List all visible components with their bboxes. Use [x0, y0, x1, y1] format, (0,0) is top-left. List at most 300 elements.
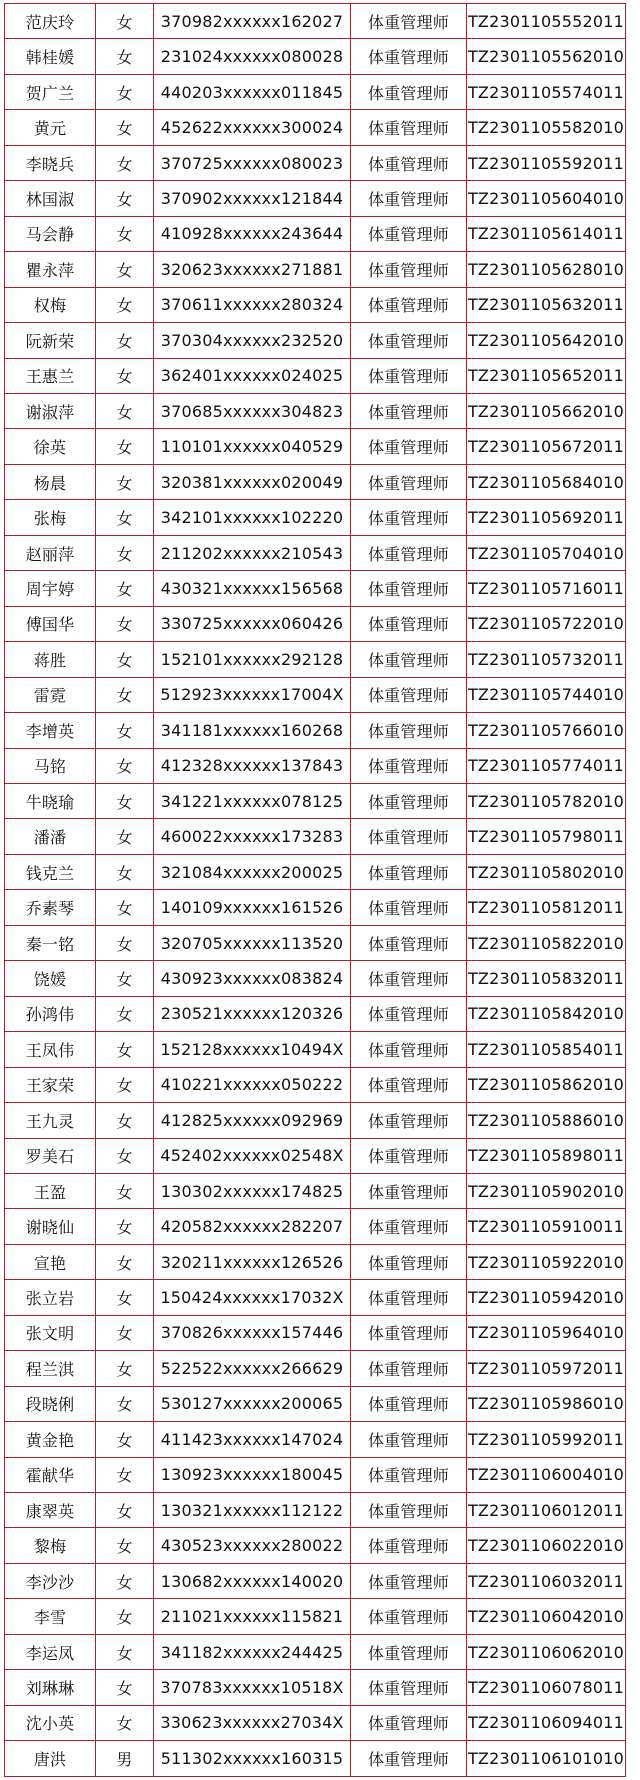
gender-cell: 女 — [96, 961, 154, 996]
occupation-cell: 体重管理师 — [351, 571, 467, 606]
gender-cell: 女 — [96, 748, 154, 783]
name-cell: 刘琳琳 — [5, 1670, 96, 1705]
name-cell: 唐洪 — [5, 1741, 96, 1777]
certificate-number-cell: TZ2301105782010 — [467, 783, 626, 818]
table-row — [5, 287, 626, 322]
id-number-cell: 321084xxxxxx200025 — [154, 854, 351, 889]
gender-cell: 女 — [96, 890, 154, 925]
certificate-number-cell: TZ2301106022010 — [467, 1528, 626, 1563]
table-row — [5, 535, 626, 570]
certificate-number-cell: TZ2301105582010 — [467, 110, 626, 145]
occupation-cell: 体重管理师 — [351, 1670, 467, 1705]
name-cell: 罗美石 — [5, 1138, 96, 1173]
certificate-number-cell: TZ2301105802010 — [467, 854, 626, 889]
occupation-cell: 体重管理师 — [351, 1599, 467, 1634]
certificate-number-cell: TZ2301105692011 — [467, 500, 626, 535]
id-number-cell: 140109xxxxxx161526 — [154, 890, 351, 925]
id-number-cell: 320381xxxxxx020049 — [154, 464, 351, 499]
occupation-cell: 体重管理师 — [351, 1138, 467, 1173]
table-row — [5, 1032, 626, 1067]
id-number-cell: 211202xxxxxx210543 — [154, 535, 351, 570]
table-row — [5, 393, 626, 428]
certificate-number-cell: TZ2301106078011 — [467, 1670, 626, 1705]
gender-cell: 女 — [96, 535, 154, 570]
table-row — [5, 216, 626, 251]
id-number-cell: 341181xxxxxx160268 — [154, 713, 351, 748]
name-cell: 马会静 — [5, 216, 96, 251]
id-number-cell: 370611xxxxxx280324 — [154, 287, 351, 322]
certificate-number-cell: TZ2301105862010 — [467, 1067, 626, 1102]
table-row — [5, 358, 626, 393]
id-number-cell: 152101xxxxxx292128 — [154, 642, 351, 677]
occupation-cell: 体重管理师 — [351, 181, 467, 216]
gender-cell: 女 — [96, 323, 154, 358]
table-row — [5, 748, 626, 783]
certificate-number-cell: TZ2301105614011 — [467, 216, 626, 251]
gender-cell: 女 — [96, 1138, 154, 1173]
certificate-number-cell: TZ2301105992011 — [467, 1422, 626, 1457]
occupation-cell: 体重管理师 — [351, 252, 467, 287]
id-number-cell: 411423xxxxxx147024 — [154, 1422, 351, 1457]
gender-cell: 女 — [96, 1634, 154, 1669]
id-number-cell: 452402xxxxxx02548X — [154, 1138, 351, 1173]
table-row — [5, 464, 626, 499]
table-row — [5, 1103, 626, 1138]
name-cell: 傅国华 — [5, 606, 96, 641]
occupation-cell: 体重管理师 — [351, 677, 467, 712]
certificate-number-cell: TZ2301105766010 — [467, 713, 626, 748]
gender-cell: 女 — [96, 4, 154, 39]
certificate-number-cell: TZ2301105642010 — [467, 323, 626, 358]
occupation-cell: 体重管理师 — [351, 996, 467, 1031]
table-row — [5, 606, 626, 641]
table-row — [5, 1457, 626, 1492]
certificate-number-cell: TZ2301106012011 — [467, 1493, 626, 1528]
certificate-number-cell: TZ2301105662010 — [467, 393, 626, 428]
name-cell: 林国淑 — [5, 181, 96, 216]
occupation-cell: 体重管理师 — [351, 1209, 467, 1244]
name-cell: 王盈 — [5, 1173, 96, 1208]
certificate-number-cell: TZ2301105628010 — [467, 252, 626, 287]
certificate-number-cell: TZ2301105922010 — [467, 1244, 626, 1279]
name-cell: 贺广兰 — [5, 74, 96, 109]
certificate-number-cell: TZ2301105910011 — [467, 1209, 626, 1244]
occupation-cell: 体重管理师 — [351, 642, 467, 677]
name-cell: 张立岩 — [5, 1280, 96, 1315]
name-cell: 牛晓瑜 — [5, 783, 96, 818]
occupation-cell: 体重管理师 — [351, 783, 467, 818]
gender-cell: 女 — [96, 1244, 154, 1279]
name-cell: 韩桂媛 — [5, 39, 96, 74]
gender-cell: 女 — [96, 39, 154, 74]
id-number-cell: 370783xxxxxx10518X — [154, 1670, 351, 1705]
table-row — [5, 677, 626, 712]
occupation-cell: 体重管理师 — [351, 323, 467, 358]
table-row — [5, 961, 626, 996]
occupation-cell: 体重管理师 — [351, 890, 467, 925]
table-row — [5, 1351, 626, 1386]
name-cell: 秦一铭 — [5, 925, 96, 960]
id-number-cell: 440203xxxxxx011845 — [154, 74, 351, 109]
occupation-cell: 体重管理师 — [351, 961, 467, 996]
id-number-cell: 420582xxxxxx282207 — [154, 1209, 351, 1244]
gender-cell: 女 — [96, 74, 154, 109]
id-number-cell: 150424xxxxxx17032X — [154, 1280, 351, 1315]
table-row — [5, 323, 626, 358]
name-cell: 杨晨 — [5, 464, 96, 499]
certificate-number-cell: TZ2301106042010 — [467, 1599, 626, 1634]
occupation-cell: 体重管理师 — [351, 1173, 467, 1208]
certificate-number-cell: TZ2301105798011 — [467, 819, 626, 854]
id-number-cell: 370304xxxxxx232520 — [154, 323, 351, 358]
certificate-number-cell: TZ2301105592011 — [467, 145, 626, 180]
gender-cell: 女 — [96, 216, 154, 251]
id-number-cell: 430523xxxxxx280022 — [154, 1528, 351, 1563]
table-row — [5, 1528, 626, 1563]
id-number-cell: 211021xxxxxx115821 — [154, 1599, 351, 1634]
name-cell: 王九灵 — [5, 1103, 96, 1138]
table-row — [5, 1138, 626, 1173]
certificate-number-cell: TZ2301105744010 — [467, 677, 626, 712]
id-number-cell: 370902xxxxxx121844 — [154, 181, 351, 216]
occupation-cell: 体重管理师 — [351, 429, 467, 464]
name-cell: 赵丽萍 — [5, 535, 96, 570]
gender-cell: 女 — [96, 252, 154, 287]
name-cell: 李运凤 — [5, 1634, 96, 1669]
certificate-number-cell: TZ2301105552011 — [467, 4, 626, 39]
table-row — [5, 39, 626, 74]
occupation-cell: 体重管理师 — [351, 1386, 467, 1421]
occupation-cell: 体重管理师 — [351, 1457, 467, 1492]
occupation-cell: 体重管理师 — [351, 1528, 467, 1563]
certificate-number-cell: TZ2301105632011 — [467, 287, 626, 322]
id-number-cell: 412825xxxxxx092969 — [154, 1103, 351, 1138]
table-row — [5, 1599, 626, 1634]
name-cell: 马铭 — [5, 748, 96, 783]
occupation-cell: 体重管理师 — [351, 1741, 467, 1777]
table-row — [5, 783, 626, 818]
name-cell: 饶媛 — [5, 961, 96, 996]
certificate-number-cell: TZ2301105898011 — [467, 1138, 626, 1173]
table-row — [5, 4, 626, 39]
id-number-cell: 452622xxxxxx300024 — [154, 110, 351, 145]
id-number-cell: 231024xxxxxx080028 — [154, 39, 351, 74]
id-number-cell: 320623xxxxxx271881 — [154, 252, 351, 287]
id-number-cell: 370826xxxxxx157446 — [154, 1315, 351, 1350]
gender-cell: 女 — [96, 1209, 154, 1244]
name-cell: 孙鸿伟 — [5, 996, 96, 1031]
id-number-cell: 320211xxxxxx126526 — [154, 1244, 351, 1279]
name-cell: 潘潘 — [5, 819, 96, 854]
gender-cell: 女 — [96, 287, 154, 322]
occupation-cell: 体重管理师 — [351, 216, 467, 251]
gender-cell: 女 — [96, 145, 154, 180]
occupation-cell: 体重管理师 — [351, 1315, 467, 1350]
occupation-cell: 体重管理师 — [351, 1634, 467, 1669]
name-cell: 权梅 — [5, 287, 96, 322]
table-row — [5, 1705, 626, 1740]
occupation-cell: 体重管理师 — [351, 1422, 467, 1457]
id-number-cell: 412328xxxxxx137843 — [154, 748, 351, 783]
id-number-cell: 130302xxxxxx174825 — [154, 1173, 351, 1208]
name-cell: 程兰淇 — [5, 1351, 96, 1386]
table-row — [5, 1741, 626, 1777]
id-number-cell: 370685xxxxxx304823 — [154, 393, 351, 428]
certificate-number-cell: TZ2301106062010 — [467, 1634, 626, 1669]
occupation-cell: 体重管理师 — [351, 393, 467, 428]
occupation-cell: 体重管理师 — [351, 500, 467, 535]
certificate-number-cell: TZ2301105604010 — [467, 181, 626, 216]
id-number-cell: 341221xxxxxx078125 — [154, 783, 351, 818]
occupation-cell: 体重管理师 — [351, 819, 467, 854]
occupation-cell: 体重管理师 — [351, 1280, 467, 1315]
occupation-cell: 体重管理师 — [351, 713, 467, 748]
gender-cell: 女 — [96, 1351, 154, 1386]
table-row — [5, 1563, 626, 1598]
id-number-cell: 530127xxxxxx200065 — [154, 1386, 351, 1421]
name-cell: 沈小英 — [5, 1705, 96, 1740]
id-number-cell: 342101xxxxxx102220 — [154, 500, 351, 535]
occupation-cell: 体重管理师 — [351, 145, 467, 180]
gender-cell: 女 — [96, 1315, 154, 1350]
gender-cell: 女 — [96, 783, 154, 818]
gender-cell: 女 — [96, 925, 154, 960]
certificate-number-cell: TZ2301105562010 — [467, 39, 626, 74]
table-row — [5, 854, 626, 889]
certificate-number-cell: TZ2301105832011 — [467, 961, 626, 996]
certificate-number-cell: TZ2301105716011 — [467, 571, 626, 606]
certificate-number-cell: TZ2301105964010 — [467, 1315, 626, 1350]
certificate-table — [4, 3, 626, 1777]
name-cell: 李增英 — [5, 713, 96, 748]
certificate-number-cell: TZ2301105942010 — [467, 1280, 626, 1315]
certificate-number-cell: TZ2301105722010 — [467, 606, 626, 641]
occupation-cell: 体重管理师 — [351, 1493, 467, 1528]
certificate-number-cell: TZ2301105684010 — [467, 464, 626, 499]
id-number-cell: 410928xxxxxx243644 — [154, 216, 351, 251]
id-number-cell: 330623xxxxxx27034X — [154, 1705, 351, 1740]
name-cell: 瞿永萍 — [5, 252, 96, 287]
gender-cell: 女 — [96, 500, 154, 535]
name-cell: 王家荣 — [5, 1067, 96, 1102]
gender-cell: 女 — [96, 1422, 154, 1457]
certificate-number-cell: TZ2301105574011 — [467, 74, 626, 109]
name-cell: 乔素琴 — [5, 890, 96, 925]
table-row — [5, 145, 626, 180]
occupation-cell: 体重管理师 — [351, 748, 467, 783]
occupation-cell: 体重管理师 — [351, 1563, 467, 1598]
name-cell: 王惠兰 — [5, 358, 96, 393]
certificate-number-cell: TZ2301105704010 — [467, 535, 626, 570]
certificate-number-cell: TZ2301106032011 — [467, 1563, 626, 1598]
table-row — [5, 500, 626, 535]
name-cell: 康翠英 — [5, 1493, 96, 1528]
gender-cell: 女 — [96, 358, 154, 393]
id-number-cell: 330725xxxxxx060426 — [154, 606, 351, 641]
table-row — [5, 1634, 626, 1669]
gender-cell: 女 — [96, 1173, 154, 1208]
occupation-cell: 体重管理师 — [351, 925, 467, 960]
gender-cell: 女 — [96, 1067, 154, 1102]
certificate-number-cell: TZ2301105842010 — [467, 996, 626, 1031]
name-cell: 宣艳 — [5, 1244, 96, 1279]
name-cell: 李雪 — [5, 1599, 96, 1634]
certificate-number-cell: TZ2301105886010 — [467, 1103, 626, 1138]
gender-cell: 女 — [96, 1705, 154, 1740]
occupation-cell: 体重管理师 — [351, 464, 467, 499]
id-number-cell: 460022xxxxxx173283 — [154, 819, 351, 854]
gender-cell: 女 — [96, 1386, 154, 1421]
name-cell: 段晓俐 — [5, 1386, 96, 1421]
name-cell: 张文明 — [5, 1315, 96, 1350]
id-number-cell: 370725xxxxxx080023 — [154, 145, 351, 180]
id-number-cell: 230521xxxxxx120326 — [154, 996, 351, 1031]
table-row — [5, 642, 626, 677]
table-row — [5, 110, 626, 145]
id-number-cell: 430321xxxxxx156568 — [154, 571, 351, 606]
gender-cell: 女 — [96, 464, 154, 499]
name-cell: 黄金艳 — [5, 1422, 96, 1457]
gender-cell: 女 — [96, 606, 154, 641]
certificate-number-cell: TZ2301106004010 — [467, 1457, 626, 1492]
occupation-cell: 体重管理师 — [351, 1103, 467, 1138]
id-number-cell: 130682xxxxxx140020 — [154, 1563, 351, 1598]
certificate-number-cell: TZ2301105732011 — [467, 642, 626, 677]
occupation-cell: 体重管理师 — [351, 287, 467, 322]
table-row — [5, 1493, 626, 1528]
certificate-number-cell: TZ2301105672011 — [467, 429, 626, 464]
certificate-number-cell: TZ2301105774011 — [467, 748, 626, 783]
occupation-cell: 体重管理师 — [351, 606, 467, 641]
gender-cell: 女 — [96, 1563, 154, 1598]
id-number-cell: 522522xxxxxx266629 — [154, 1351, 351, 1386]
table-row — [5, 1067, 626, 1102]
gender-cell: 女 — [96, 1599, 154, 1634]
name-cell: 范庆玲 — [5, 4, 96, 39]
table-row — [5, 890, 626, 925]
gender-cell: 女 — [96, 677, 154, 712]
certificate-number-cell: TZ2301106094011 — [467, 1705, 626, 1740]
name-cell: 李晓兵 — [5, 145, 96, 180]
gender-cell: 女 — [96, 642, 154, 677]
gender-cell: 女 — [96, 1457, 154, 1492]
table-row — [5, 74, 626, 109]
occupation-cell: 体重管理师 — [351, 1032, 467, 1067]
table-row — [5, 925, 626, 960]
gender-cell: 女 — [96, 429, 154, 464]
name-cell: 张梅 — [5, 500, 96, 535]
certificate-number-cell: TZ2301106101010 — [467, 1741, 626, 1777]
table-row — [5, 1280, 626, 1315]
gender-cell: 女 — [96, 181, 154, 216]
occupation-cell: 体重管理师 — [351, 1351, 467, 1386]
gender-cell: 女 — [96, 713, 154, 748]
gender-cell: 女 — [96, 110, 154, 145]
name-cell: 王凤伟 — [5, 1032, 96, 1067]
id-number-cell: 362401xxxxxx024025 — [154, 358, 351, 393]
name-cell: 徐英 — [5, 429, 96, 464]
id-number-cell: 130923xxxxxx180045 — [154, 1457, 351, 1492]
table-row — [5, 1244, 626, 1279]
id-number-cell: 130321xxxxxx112122 — [154, 1493, 351, 1528]
table-row — [5, 1386, 626, 1421]
id-number-cell: 341182xxxxxx244425 — [154, 1634, 351, 1669]
table-row — [5, 1173, 626, 1208]
occupation-cell: 体重管理师 — [351, 1705, 467, 1740]
gender-cell: 女 — [96, 1528, 154, 1563]
id-number-cell: 110101xxxxxx040529 — [154, 429, 351, 464]
occupation-cell: 体重管理师 — [351, 1067, 467, 1102]
certificate-number-cell: TZ2301105822010 — [467, 925, 626, 960]
table-row — [5, 1670, 626, 1705]
table-row — [5, 1315, 626, 1350]
certificate-number-cell: TZ2301105652011 — [467, 358, 626, 393]
table-row — [5, 1422, 626, 1457]
id-number-cell: 511302xxxxxx160315 — [154, 1741, 351, 1777]
name-cell: 周宇婷 — [5, 571, 96, 606]
name-cell: 阮新荣 — [5, 323, 96, 358]
table-row — [5, 1209, 626, 1244]
occupation-cell: 体重管理师 — [351, 39, 467, 74]
table-row — [5, 996, 626, 1031]
table-row — [5, 181, 626, 216]
table-row — [5, 429, 626, 464]
occupation-cell: 体重管理师 — [351, 4, 467, 39]
certificate-number-cell: TZ2301105986010 — [467, 1386, 626, 1421]
certificate-number-cell: TZ2301105854011 — [467, 1032, 626, 1067]
occupation-cell: 体重管理师 — [351, 854, 467, 889]
certificate-number-cell: TZ2301105812011 — [467, 890, 626, 925]
table-row — [5, 252, 626, 287]
certificate-number-cell: TZ2301105902010 — [467, 1173, 626, 1208]
occupation-cell: 体重管理师 — [351, 535, 467, 570]
gender-cell: 女 — [96, 393, 154, 428]
id-number-cell: 152128xxxxxx10494X — [154, 1032, 351, 1067]
name-cell: 霍献华 — [5, 1457, 96, 1492]
name-cell: 谢淑萍 — [5, 393, 96, 428]
id-number-cell: 430923xxxxxx083824 — [154, 961, 351, 996]
occupation-cell: 体重管理师 — [351, 74, 467, 109]
gender-cell: 女 — [96, 571, 154, 606]
name-cell: 黎梅 — [5, 1528, 96, 1563]
gender-cell: 女 — [96, 1670, 154, 1705]
gender-cell: 女 — [96, 854, 154, 889]
gender-cell: 女 — [96, 1493, 154, 1528]
occupation-cell: 体重管理师 — [351, 110, 467, 145]
name-cell: 李沙沙 — [5, 1563, 96, 1598]
certificate-number-cell: TZ2301105972011 — [467, 1351, 626, 1386]
gender-cell: 女 — [96, 1032, 154, 1067]
gender-cell: 女 — [96, 1103, 154, 1138]
name-cell: 蒋胜 — [5, 642, 96, 677]
name-cell: 谢晓仙 — [5, 1209, 96, 1244]
table-row — [5, 713, 626, 748]
gender-cell: 女 — [96, 819, 154, 854]
occupation-cell: 体重管理师 — [351, 358, 467, 393]
id-number-cell: 410221xxxxxx050222 — [154, 1067, 351, 1102]
occupation-cell: 体重管理师 — [351, 1244, 467, 1279]
id-number-cell: 320705xxxxxx113520 — [154, 925, 351, 960]
gender-cell: 男 — [96, 1741, 154, 1777]
name-cell: 雷霓 — [5, 677, 96, 712]
name-cell: 钱克兰 — [5, 854, 96, 889]
table-row — [5, 819, 626, 854]
id-number-cell: 512923xxxxxx17004X — [154, 677, 351, 712]
gender-cell: 女 — [96, 1280, 154, 1315]
table-row — [5, 571, 626, 606]
table-body — [5, 4, 626, 1777]
gender-cell: 女 — [96, 996, 154, 1031]
